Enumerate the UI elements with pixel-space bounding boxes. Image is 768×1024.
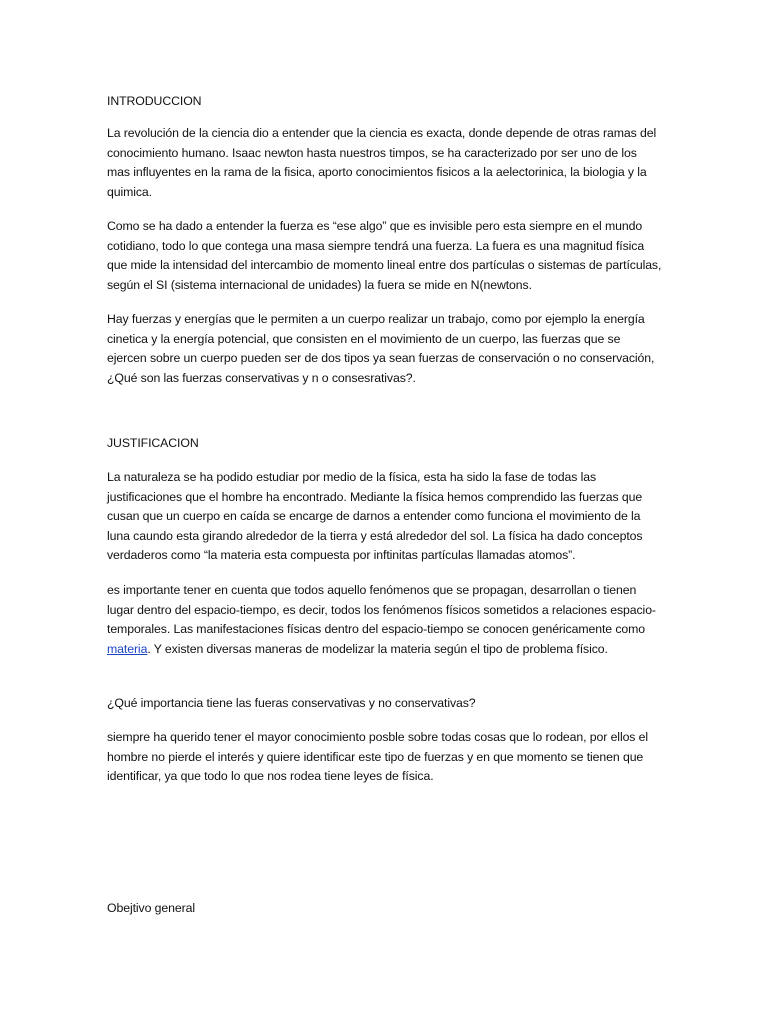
paragraph-text: La naturaleza se ha podido estudiar por medio de la física, esta ha sido la fase de todas las justificaciones que el hombre ha encontrado. Mediante la física hemos comprendido las fuerzas que cusan que un cuerpo en caída se encarge de darnos a entender como funciona el movimiento de la luna caundo esta girando alrededor de la tierra y está alrededor del sol. La física ha dado conceptos verdaderos como “la materia esta compuesta por inftinitas partículas llamadas atomos”. bbox=[107, 470, 643, 562]
paragraph-text: Hay fuerzas y energías que le permiten a un cuerpo realizar un trabajo, como por ejemplo la energía cinetica y la energía potencial, que consisten en el movimiento de un cuerpo, las fuerzas que se ejercen sobre un cuerpo pueden ser de dos tipos ya sean fuerzas de conservación o no conservación, ¿Qué son las fuerzas conservativas y n o consesrativas?. bbox=[107, 312, 655, 385]
intro-paragraph-1 bbox=[107, 124, 663, 202]
paragraph-text bbox=[107, 581, 663, 659]
justification-heading: JUSTIFICACION bbox=[107, 436, 199, 450]
paragraph-text-before-link: es importante tener en cuenta que todos aquello fenómenos que se propagan, desarrollan o tienen lugar dentro del espacio-tiempo, es decir, todos los fenómenos físicos sometidos a relaciones espacio-temporales. Las manifestaciones físicas dentro del espacio-tiempo se conocen genéricamente como bbox=[107, 583, 656, 636]
intro-paragraph-2 bbox=[107, 217, 663, 295]
question-text: ¿Qué importancia tiene las fueras conservativas y no conservativas? bbox=[107, 696, 476, 710]
intro-heading: INTRODUCCION bbox=[107, 94, 202, 108]
justification-paragraph-3 bbox=[107, 728, 663, 787]
paragraph-text: La revolución de la ciencia dio a entender que la ciencia es exacta, donde depende de otras ramas del conocimiento humano. Isaac newton hasta nuestros timpos, se ha caracterizado por ser uno de los mas influyentes en la rama de la fisica, aporto conocimientos fisicos a la aelectorinica, la biologia y la quimica. bbox=[107, 126, 657, 199]
justification-paragraph-1 bbox=[107, 468, 663, 566]
justification-question bbox=[107, 694, 663, 714]
materia-link[interactable]: materia bbox=[107, 641, 148, 656]
paragraph-text: siempre ha querido tener el mayor conocimiento posble sobre todas cosas que lo rodean, por ellos el hombre no pierde el interés y quiere identificar este tipo de fuerzas y en que momento se tienen que identificar, ya que todo lo que nos rodea tiene leyes de física. bbox=[107, 730, 649, 783]
justification-paragraph-2 bbox=[107, 581, 663, 659]
objective-heading: Obejtivo general bbox=[107, 901, 195, 915]
intro-paragraph-3 bbox=[107, 310, 663, 388]
paragraph-text: Como se ha dado a entender la fuerza es “ese algo” que es invisible pero esta siempre en el mundo cotidiano, todo lo que contega una masa siempre tendrá una fuerza. La fuera es una magnitud física que mide la intensidad del intercambio de momento lineal entre dos partículas o sistemas de partículas, según el SI (sistema internacional de unidades) la fuera se mide en N(newtons. bbox=[107, 219, 662, 292]
paragraph-text-after-link: . Y existen diversas maneras de modelizar la materia según el tipo de problema físico. bbox=[147, 641, 608, 656]
